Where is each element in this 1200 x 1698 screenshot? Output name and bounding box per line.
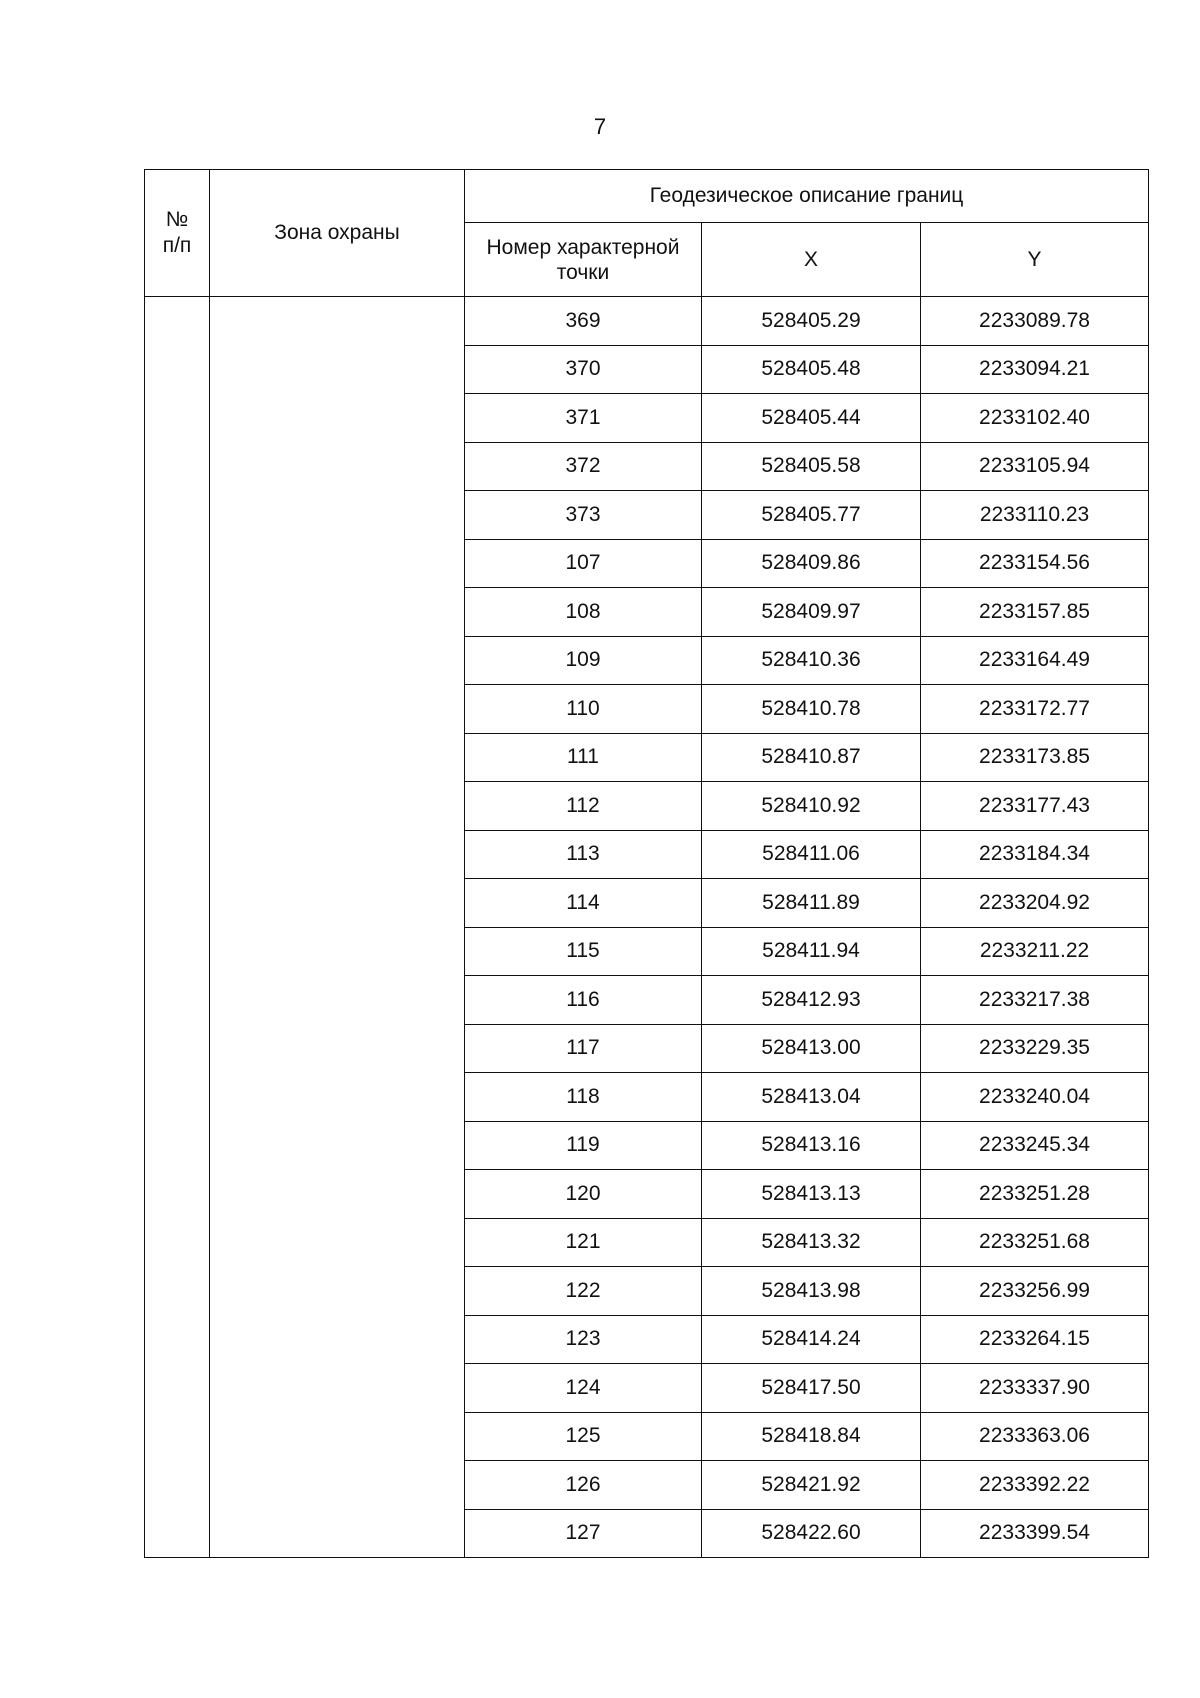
x-cell: 528405.29 [702, 297, 921, 346]
point-cell: 115 [465, 927, 702, 976]
x-cell: 528410.87 [702, 733, 921, 782]
x-cell: 528413.04 [702, 1073, 921, 1122]
header-number-line2: п/п [162, 234, 192, 257]
x-cell: 528410.92 [702, 782, 921, 831]
header-geodesic: Геодезическое описание границ [465, 170, 1149, 223]
y-cell: 2233102.40 [921, 394, 1149, 443]
coordinates-table [144, 169, 1149, 1558]
y-cell: 2233173.85 [921, 733, 1149, 782]
y-cell: 2233392.22 [921, 1461, 1149, 1510]
y-cell: 2233172.77 [921, 685, 1149, 734]
y-cell: 2233245.34 [921, 1121, 1149, 1170]
point-cell: 125 [465, 1412, 702, 1461]
header-point [465, 223, 702, 297]
x-cell: 528411.06 [702, 830, 921, 879]
point-cell: 122 [465, 1267, 702, 1316]
x-cell: 528417.50 [702, 1364, 921, 1413]
point-cell: 124 [465, 1364, 702, 1413]
y-cell: 2233229.35 [921, 1024, 1149, 1073]
table-body [145, 297, 1149, 1558]
point-cell: 117 [465, 1024, 702, 1073]
point-cell: 116 [465, 976, 702, 1025]
header-zone: Зона охраны [210, 170, 465, 297]
y-cell: 2233110.23 [921, 491, 1149, 540]
y-cell: 2233251.68 [921, 1218, 1149, 1267]
y-cell: 2233164.49 [921, 636, 1149, 685]
point-cell: 373 [465, 491, 702, 540]
point-cell: 112 [465, 782, 702, 831]
point-cell: 123 [465, 1315, 702, 1364]
x-cell: 528421.92 [702, 1461, 921, 1510]
y-cell: 2233105.94 [921, 442, 1149, 491]
x-cell: 528409.97 [702, 588, 921, 637]
page-number: 7 [593, 114, 607, 139]
y-cell: 2233337.90 [921, 1364, 1149, 1413]
x-cell: 528410.78 [702, 685, 921, 734]
x-cell: 528410.36 [702, 636, 921, 685]
x-cell: 528413.16 [702, 1121, 921, 1170]
point-cell: 127 [465, 1509, 702, 1558]
x-cell: 528405.58 [702, 442, 921, 491]
point-cell: 120 [465, 1170, 702, 1219]
point-cell: 126 [465, 1461, 702, 1510]
point-cell: 119 [465, 1121, 702, 1170]
point-cell: 121 [465, 1218, 702, 1267]
y-cell: 2233363.06 [921, 1412, 1149, 1461]
y-cell: 2233154.56 [921, 539, 1149, 588]
x-cell: 528411.94 [702, 927, 921, 976]
point-cell: 372 [465, 442, 702, 491]
y-cell: 2233157.85 [921, 588, 1149, 637]
x-cell: 528413.00 [702, 1024, 921, 1073]
y-cell: 2233399.54 [921, 1509, 1149, 1558]
x-cell: 528414.24 [702, 1315, 921, 1364]
point-cell: 370 [465, 345, 702, 394]
header-y: Y [921, 223, 1149, 297]
header-x: X [702, 223, 921, 297]
y-cell: 2233177.43 [921, 782, 1149, 831]
point-cell: 113 [465, 830, 702, 879]
point-cell: 114 [465, 879, 702, 928]
x-cell: 528405.48 [702, 345, 921, 394]
header-number [145, 170, 210, 297]
x-cell: 528413.13 [702, 1170, 921, 1219]
x-cell: 528422.60 [702, 1509, 921, 1558]
y-cell: 2233256.99 [921, 1267, 1149, 1316]
point-cell: 107 [465, 539, 702, 588]
point-cell: 109 [465, 636, 702, 685]
x-cell: 528418.84 [702, 1412, 921, 1461]
x-cell: 528405.44 [702, 394, 921, 443]
point-cell: 118 [465, 1073, 702, 1122]
x-cell: 528411.89 [702, 879, 921, 928]
point-cell: 110 [465, 685, 702, 734]
y-cell: 2233184.34 [921, 830, 1149, 879]
y-cell: 2233240.04 [921, 1073, 1149, 1122]
point-cell: 111 [465, 733, 702, 782]
y-cell: 2233217.38 [921, 976, 1149, 1025]
y-cell: 2233089.78 [921, 297, 1149, 346]
point-cell: 108 [465, 588, 702, 637]
table-row [145, 297, 1149, 346]
point-cell: 371 [465, 394, 702, 443]
y-cell: 2233251.28 [921, 1170, 1149, 1219]
x-cell: 528405.77 [702, 491, 921, 540]
x-cell: 528409.86 [702, 539, 921, 588]
y-cell: 2233264.15 [921, 1315, 1149, 1364]
header-number-line1: № [165, 208, 189, 231]
x-cell: 528413.32 [702, 1218, 921, 1267]
number-cell [145, 297, 210, 1558]
point-cell: 369 [465, 297, 702, 346]
x-cell: 528412.93 [702, 976, 921, 1025]
y-cell: 2233211.22 [921, 927, 1149, 976]
x-cell: 528413.98 [702, 1267, 921, 1316]
header-point-line1: Номер характерной [486, 235, 680, 259]
y-cell: 2233094.21 [921, 345, 1149, 394]
table-header [145, 170, 1149, 297]
y-cell: 2233204.92 [921, 879, 1149, 928]
zone-cell [210, 297, 465, 1558]
header-point-line2: точки [556, 260, 610, 284]
